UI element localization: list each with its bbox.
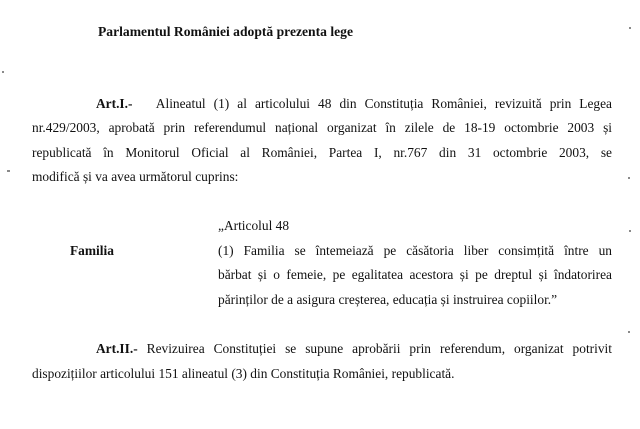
scan-speck — [628, 177, 630, 179]
article-1-line-2: nr.429/2003, aprobată prin referendumul național organizat în zilele de 18-19 octombrie 2003 și — [32, 120, 612, 135]
margin-label-familia: Familia — [70, 243, 114, 258]
page-heading: Parlamentul României adoptă prezenta lege — [98, 24, 353, 39]
article-1-line-4: modifică și va avea următorul cuprins: — [32, 169, 239, 184]
scan-speck — [628, 331, 630, 333]
scan-speck — [7, 170, 10, 172]
amended-article-title: „Articolul 48 — [218, 218, 290, 233]
scan-speck — [629, 230, 631, 232]
amendment-paragraph-line-1: (1) Familia se întemeiază pe căsătoria liber consimțită între un — [218, 243, 612, 258]
amendment-paragraph-line-2: bărbat și o femeie, pe egalitatea acestora și pe dreptul și îndatorirea — [218, 267, 612, 282]
scan-speck — [2, 71, 4, 73]
article-2-label: Art.II.- — [96, 341, 138, 356]
article-1-line-3: republicată în Monitorul Oficial al României, Partea I, nr.767 din 31 octombrie 2003, se — [32, 145, 612, 160]
article-1-text-1: Alineatul (1) al articolului 48 din Constituția României, revizuită prin Legea — [155, 96, 612, 111]
article-2-text-1: Revizuirea Constituției se supune aprobării prin referendum, organizat potrivit — [146, 341, 612, 356]
article-2-line-2: dispozițiilor articolului 151 alineatul (3) din Constituția României, republicată. — [32, 366, 455, 381]
article-1-line-1 — [96, 96, 612, 112]
amendment-paragraph-line-3: părinților de a asigura creșterea, educația și instruirea copiilor.” — [218, 292, 558, 307]
article-2-line-1 — [96, 341, 612, 357]
scan-speck — [629, 27, 631, 29]
article-1-label: Art.I.- — [96, 96, 133, 111]
